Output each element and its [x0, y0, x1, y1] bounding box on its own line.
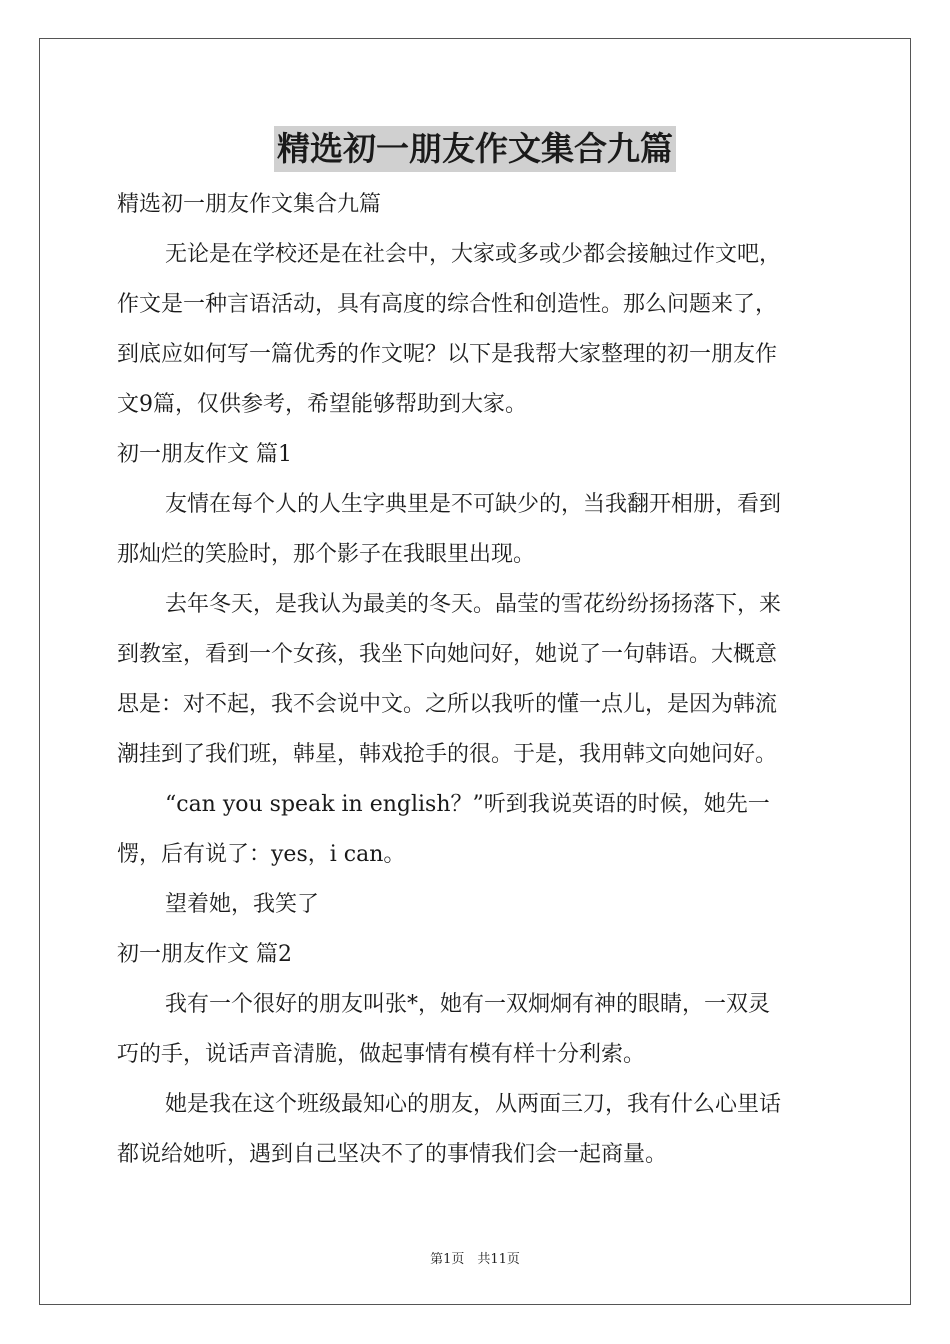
- text-line: 到教室，看到一个女孩，我坐下向她问好，她说了一句韩语。大概意: [117, 642, 778, 667]
- text-line: 都说给她听，遇到自己坚决不了的事情我们会一起商量。: [117, 1142, 668, 1167]
- title-container: [0, 126, 950, 172]
- text-line: 无论是在学校还是在社会中，大家或多或少都会接触过作文吧，: [165, 242, 782, 267]
- text-line: 我有一个很好的朋友叫张*，她有一双炯炯有神的眼睛，一双灵: [165, 992, 771, 1017]
- text-line: 巧的手，说话声音清脆，做起事情有模有样十分利索。: [117, 1042, 646, 1067]
- document-title: 精选初一朋友作文集合九篇: [274, 126, 676, 172]
- document-body: [117, 180, 833, 1180]
- text-line: 去年冬天，是我认为最美的冬天。晶莹的雪花纷纷扬扬落下，来: [165, 592, 782, 617]
- text-line: 初一朋友作文 篇1: [117, 442, 292, 467]
- text-line: 初一朋友作文 篇2: [117, 942, 292, 967]
- text-line: 思是：对不起，我不会说中文。之所以我听的懂一点儿，是因为韩流: [117, 692, 778, 717]
- text-line: “can you speak in english？”听到我说英语的时候，她先一: [165, 792, 770, 817]
- text-line: 愣，后有说了：yes，i can。: [117, 842, 406, 867]
- text-line: 精选初一朋友作文集合九篇: [117, 192, 382, 217]
- text-line: 潮挂到了我们班，韩星，韩戏抢手的很。于是，我用韩文向她问好。: [117, 742, 778, 767]
- text-line: 友情在每个人的人生字典里是不可缺少的，当我翻开相册，看到: [165, 492, 782, 517]
- text-line: 她是我在这个班级最知心的朋友，从两面三刀，我有什么心里话: [165, 1092, 782, 1117]
- page-footer: 第1页 共11页: [430, 1252, 520, 1267]
- text-line: 到底应如何写一篇优秀的作文呢？以下是我帮大家整理的初一朋友作: [117, 342, 778, 367]
- text-line: 文9篇，仅供参考，希望能够帮助到大家。: [117, 392, 527, 417]
- text-line: 望着她，我笑了: [165, 892, 320, 917]
- text-line: 那灿烂的笑脸时，那个影子在我眼里出现。: [117, 542, 536, 567]
- text-line: 作文是一种言语活动，具有高度的综合性和创造性。那么问题来了，: [117, 292, 778, 317]
